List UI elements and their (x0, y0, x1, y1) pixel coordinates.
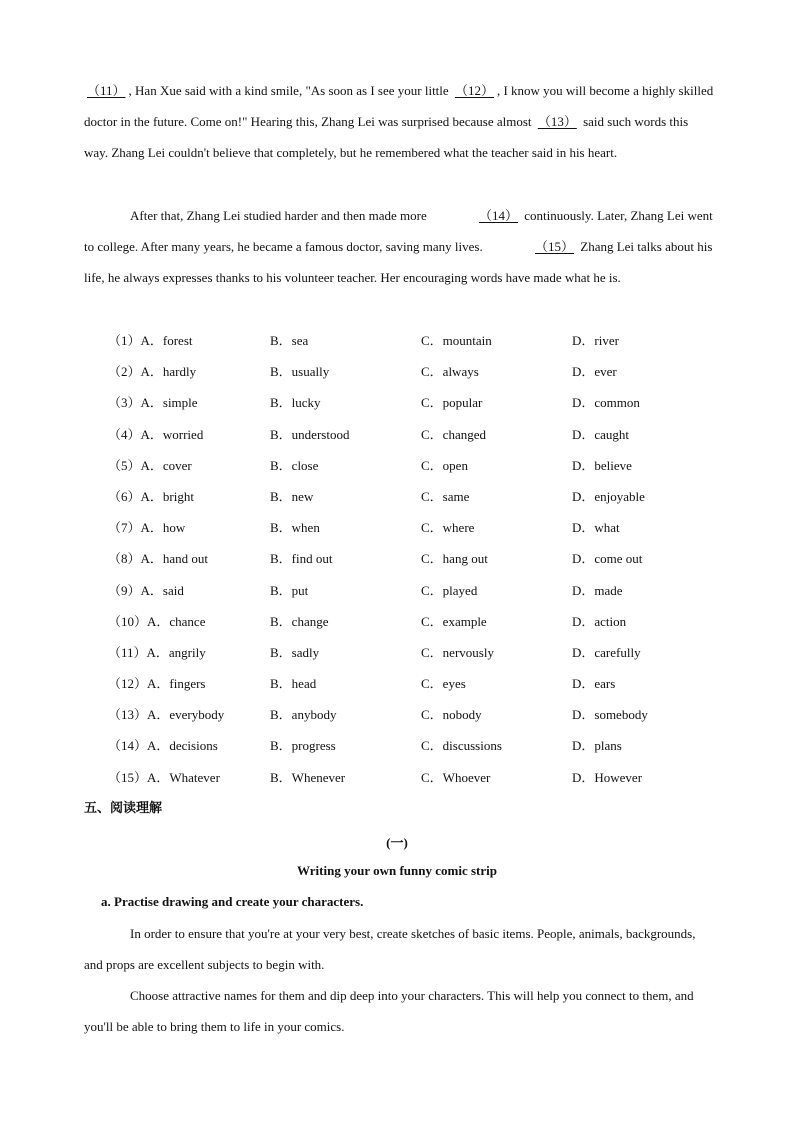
article-paragraph-1: In order to ensure that you're at your very best, create sketches of basic items. People, animals, backgrounds, and props are excellent subjects to begin with. (84, 926, 696, 973)
option-d[interactable]: D．what (572, 520, 620, 536)
option-b[interactable]: B．lucky (270, 395, 321, 411)
option-c[interactable]: C．hang out (421, 551, 488, 567)
option-d[interactable]: D．enjoyable (572, 488, 645, 504)
option-c[interactable]: C．same (421, 488, 470, 504)
passage-paragraph-2 (84, 200, 714, 294)
option-a[interactable]: （4）A．worried (108, 426, 204, 442)
passage-paragraph-1 (84, 75, 714, 169)
option-a[interactable]: （6）A．bright (108, 488, 194, 504)
option-a[interactable]: （12）A．fingers (108, 676, 206, 692)
option-a[interactable]: （5）A．cover (108, 457, 192, 473)
option-b[interactable]: B．usually (270, 364, 330, 380)
blank-12[interactable]: （12） (454, 83, 494, 98)
option-c[interactable]: C．example (421, 613, 487, 629)
option-d[interactable]: D．somebody (572, 707, 648, 723)
passage-text: , Han Xue said with a kind smile, "As soon as I see your little (128, 83, 452, 98)
option-c[interactable]: C．popular (421, 395, 483, 411)
option-a[interactable]: （14）A．decisions (108, 738, 218, 754)
passage-text: After that, Zhang Lei studied harder and then made more (130, 208, 430, 223)
option-b[interactable]: B．new (270, 488, 314, 504)
article-paragraph-2: Choose attractive names for them and dip deep into your characters. This will help you connect to them, and you'll be able to bring them to life in your comics. (84, 988, 694, 1035)
option-row (108, 575, 708, 606)
option-b[interactable]: B．close (270, 457, 319, 473)
option-b[interactable]: B．put (270, 582, 309, 598)
option-a[interactable]: （11）A．angrily (108, 644, 206, 660)
option-row (108, 512, 708, 543)
option-d[interactable]: D．plans (572, 738, 622, 754)
option-d[interactable]: D．believe (572, 457, 632, 473)
option-c[interactable]: C．changed (421, 426, 486, 442)
option-c[interactable]: C．open (421, 457, 468, 473)
option-a[interactable]: （8）A．hand out (108, 551, 209, 567)
option-row (108, 387, 708, 418)
blank-11[interactable]: （11） (87, 83, 126, 98)
option-c[interactable]: C．played (421, 582, 478, 598)
article-subheading: a. Practise drawing and create your characters. (101, 894, 364, 909)
option-c[interactable]: C．Whoever (421, 769, 491, 785)
option-b[interactable]: B．anybody (270, 707, 337, 723)
option-b[interactable]: B．progress (270, 738, 336, 754)
blank-14[interactable]: （14） (478, 208, 518, 223)
option-b[interactable]: B．Whenever (270, 769, 346, 785)
option-a[interactable]: （9）A．said (108, 582, 184, 598)
option-a[interactable]: （13）A．everybody (108, 707, 225, 723)
option-row (108, 543, 708, 574)
option-c[interactable]: C．where (421, 520, 475, 536)
option-row (108, 730, 708, 761)
option-d[interactable]: D．However (572, 769, 643, 785)
option-c[interactable]: C．nobody (421, 707, 482, 723)
option-a[interactable]: （3）A．simple (108, 395, 198, 411)
option-c[interactable]: C．nervously (421, 644, 494, 660)
option-row (108, 450, 708, 481)
option-row (108, 481, 708, 512)
option-d[interactable]: D．come out (572, 551, 643, 567)
option-d[interactable]: D．made (572, 582, 623, 598)
option-row (108, 356, 708, 387)
option-d[interactable]: D．action (572, 613, 627, 629)
option-b[interactable]: B．when (270, 520, 320, 536)
option-b[interactable]: B．understood (270, 426, 350, 442)
option-d[interactable]: D．ever (572, 364, 617, 380)
passage-text: continuously. Later, Zhang Lei went to college. After many years, he became a famous doctor, saving many lives. (84, 208, 713, 255)
blank-13[interactable]: （13） (537, 114, 577, 130)
option-row (108, 419, 708, 450)
passage-text: , I know you will become a highly skilled doctor in the future. Come on!" Hearing this, Zhang Lei was surprised because almost (84, 83, 714, 130)
option-c[interactable]: C．mountain (421, 333, 492, 348)
option-a[interactable]: （7）A．how (108, 520, 186, 536)
article-title: Writing your own funny comic strip (297, 863, 497, 878)
passage-text: said such words this way. Zhang Lei couldn't believe that completely, but he remembered what the teacher said in his heart. (84, 114, 689, 161)
option-row (108, 637, 708, 668)
option-b[interactable]: B．sadly (270, 644, 320, 660)
option-row (108, 699, 708, 730)
section-heading: 五、阅读理解 (84, 800, 163, 815)
option-d[interactable]: D．caught (572, 426, 630, 442)
option-d[interactable]: D．river (572, 333, 619, 348)
option-row (108, 606, 708, 637)
option-c[interactable]: C．discussions (421, 738, 502, 754)
option-a[interactable]: （10）A．chance (108, 613, 206, 629)
answer-options (108, 325, 708, 793)
passage-text: Zhang Lei talks about his life, he always expresses thanks to his volunteer teacher. Her encouraging words have made what he is. (84, 239, 713, 286)
option-row (108, 325, 708, 356)
option-a[interactable]: （1）A．forest (108, 333, 193, 348)
option-row (108, 668, 708, 699)
blank-15[interactable]: （15） (534, 239, 574, 255)
option-row (108, 762, 708, 793)
option-c[interactable]: C．eyes (421, 676, 466, 692)
option-a[interactable]: （2）A．hardly (108, 364, 197, 380)
option-d[interactable]: D．common (572, 395, 640, 411)
option-a[interactable]: （15）A．Whatever (108, 769, 220, 785)
option-b[interactable]: B．sea (270, 333, 309, 348)
part-number: (一) (386, 835, 408, 850)
option-b[interactable]: B．head (270, 676, 317, 692)
option-c[interactable]: C．always (421, 364, 479, 380)
option-b[interactable]: B．change (270, 613, 329, 629)
option-b[interactable]: B．find out (270, 551, 333, 567)
option-d[interactable]: D．ears (572, 676, 616, 692)
option-d[interactable]: D．carefully (572, 644, 641, 660)
